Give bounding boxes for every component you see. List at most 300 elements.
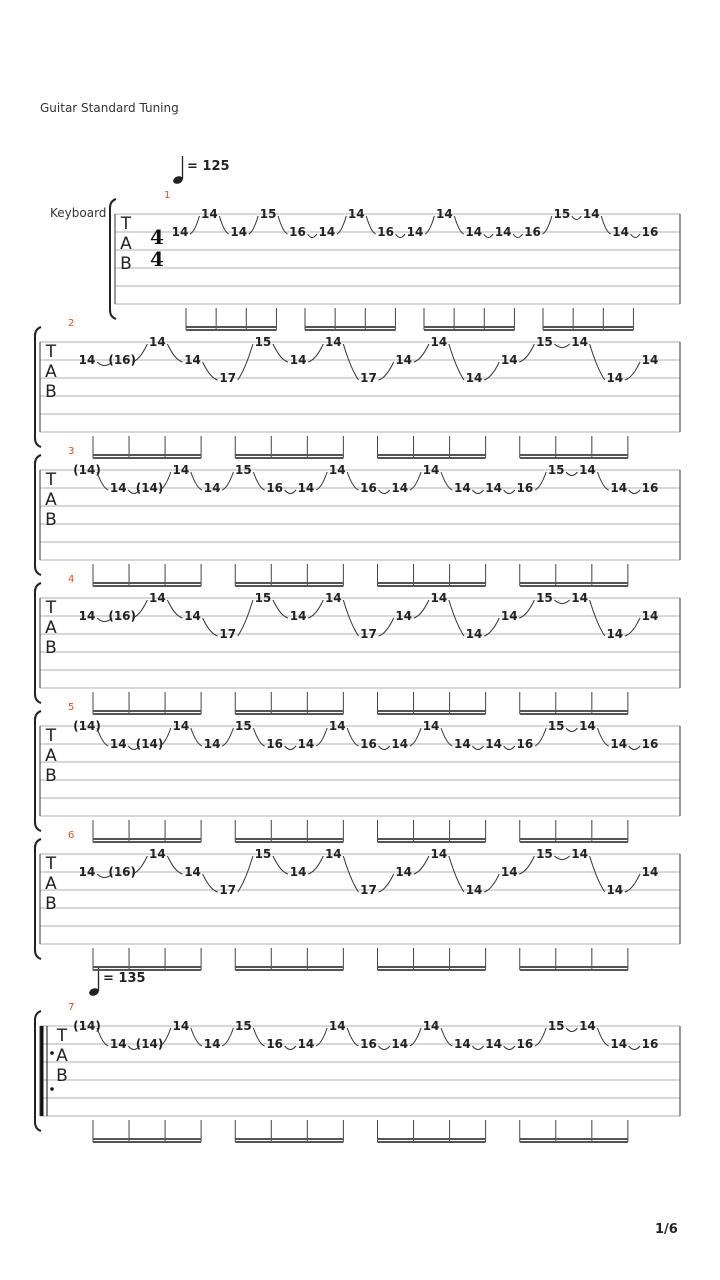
fret-number: 15 (536, 335, 553, 349)
fret-number: 14 (149, 335, 166, 349)
fret-number: 16 (524, 225, 541, 239)
tuning-label: Guitar Standard Tuning (40, 101, 179, 115)
slur (425, 216, 434, 234)
slur (273, 344, 288, 362)
slur (625, 618, 640, 636)
tab-clef-letter: T (45, 342, 57, 362)
tab-clef-letter: B (45, 894, 57, 914)
fret-number: (14) (73, 719, 101, 733)
fret-number: 14 (465, 883, 483, 897)
beam (93, 966, 201, 968)
fret-number: 14 (324, 847, 342, 861)
tab-clef-letter: T (45, 854, 57, 874)
fret-number: 16 (641, 481, 659, 495)
slur (625, 874, 640, 892)
slur (347, 728, 358, 746)
fret-number: 15 (259, 207, 277, 221)
slur (222, 728, 233, 746)
slur (203, 618, 218, 636)
fret-number: 14 (184, 353, 201, 367)
fret-number: 14 (641, 353, 659, 367)
tab-clef-letter: A (45, 362, 57, 382)
fret-number: 16 (266, 737, 284, 751)
fret-number: 15 (235, 463, 252, 477)
page-number: 1/6 (655, 1222, 678, 1237)
slur (554, 856, 569, 860)
slur (472, 490, 483, 494)
tab-clef-letter: T (45, 470, 57, 490)
fret-number: 14 (149, 847, 166, 861)
slur (472, 1046, 483, 1050)
fret-number: 14 (494, 225, 512, 239)
tempo-mark (88, 968, 145, 997)
fret-number: 14 (172, 463, 190, 477)
fret-number: 14 (406, 225, 424, 239)
slur (219, 216, 228, 234)
fret-number: 14 (391, 1037, 409, 1051)
fret-number: 14 (391, 737, 409, 751)
slur (191, 728, 202, 746)
fret-number: 14 (610, 1037, 628, 1051)
beam (235, 454, 343, 456)
tab-clef-letter: B (45, 510, 57, 530)
bar-number: 2 (68, 318, 75, 329)
slur (519, 344, 534, 362)
beam (235, 585, 343, 587)
slur (449, 344, 464, 380)
slur (285, 746, 296, 750)
slur (278, 216, 287, 234)
slur (410, 1028, 421, 1046)
fret-number: 14 (289, 353, 307, 367)
beam (93, 457, 201, 459)
tempo-mark (172, 156, 229, 185)
beam (543, 329, 633, 331)
beam (378, 841, 486, 843)
slur (535, 1028, 546, 1046)
slur (535, 728, 546, 746)
fret-number: 16 (360, 481, 377, 495)
fret-number: 14 (395, 609, 413, 623)
beam (520, 582, 628, 584)
beam (235, 966, 343, 968)
slur (285, 490, 296, 494)
tab-clef-letter: B (120, 254, 132, 274)
fret-number: 14 (203, 481, 221, 495)
fret-number: 14 (318, 225, 336, 239)
beam (93, 838, 201, 840)
fret-number: 14 (465, 627, 483, 641)
time-sig-numerator: 4 (150, 225, 164, 249)
fret-number: 14 (149, 591, 166, 605)
fret-number: 14 (203, 737, 221, 751)
tab-system (35, 702, 680, 843)
tab-clef-letter: T (45, 598, 57, 618)
beam (378, 454, 486, 456)
bar-number: 7 (68, 1002, 75, 1013)
slur (410, 728, 421, 746)
fret-number: 15 (536, 591, 553, 605)
slur (504, 746, 515, 750)
beam (520, 1141, 628, 1143)
fret-number: 16 (266, 481, 284, 495)
fret-number: 14 (453, 1037, 471, 1051)
beam (378, 1141, 486, 1143)
slur (396, 234, 405, 238)
beam (235, 969, 343, 971)
beam (93, 1141, 201, 1143)
time-sig-denominator: 4 (150, 247, 164, 271)
beam (543, 326, 633, 328)
slur (379, 490, 390, 494)
slur (316, 472, 327, 490)
slur (343, 856, 358, 892)
slur (222, 1028, 233, 1046)
fret-number: 14 (430, 847, 448, 861)
fret-number: (14) (135, 1037, 164, 1051)
fret-number: 14 (579, 1019, 596, 1033)
fret-number: 14 (500, 865, 518, 879)
slur (601, 216, 610, 234)
slur (441, 1028, 452, 1046)
slur (504, 490, 515, 494)
tab-system (35, 1002, 680, 1143)
beam (235, 1141, 343, 1143)
fret-number: 14 (641, 609, 659, 623)
beam (305, 326, 395, 328)
slur (566, 472, 577, 476)
beam (235, 582, 343, 584)
tab-clef-letter: A (45, 874, 57, 894)
fret-number: 14 (579, 463, 596, 477)
tab-clef-letter: B (45, 766, 57, 786)
fret-number: 14 (606, 371, 624, 385)
beam (378, 1138, 486, 1140)
bar-number: 3 (68, 446, 75, 457)
fret-number: 16 (289, 225, 306, 239)
slur (597, 728, 608, 746)
tab-system (35, 830, 680, 971)
fret-number: 14 (347, 207, 365, 221)
fret-number: 16 (641, 737, 659, 751)
fret-number: 14 (328, 463, 346, 477)
fret-number: 16 (641, 1037, 659, 1051)
fret-number: 14 (78, 865, 96, 879)
slur (484, 234, 493, 238)
fret-number: 15 (254, 847, 272, 861)
fret-number: 14 (485, 1037, 502, 1051)
tab-clef-letter: A (45, 618, 57, 638)
beam (93, 841, 201, 843)
beam (520, 966, 628, 968)
beam (520, 585, 628, 587)
fret-number: 14 (78, 609, 96, 623)
tab-clef-letter: B (45, 638, 57, 658)
slur (238, 344, 253, 380)
fret-number: 17 (360, 627, 377, 641)
slur (203, 874, 218, 892)
fret-number: 14 (171, 225, 189, 239)
fret-number: 14 (610, 737, 628, 751)
slur (504, 1046, 515, 1050)
beam (378, 457, 486, 459)
slur (554, 344, 569, 348)
slur (316, 1028, 327, 1046)
beam (520, 969, 628, 971)
fret-number: 14 (430, 335, 448, 349)
fret-number: 14 (172, 719, 190, 733)
fret-number: 14 (641, 865, 659, 879)
fret-number: 14 (297, 481, 315, 495)
fret-number: 16 (641, 225, 659, 239)
fret-number: (14) (73, 463, 101, 477)
fret-number: 14 (172, 1019, 190, 1033)
fret-number: 16 (360, 1037, 377, 1051)
beam (305, 329, 395, 331)
fret-number: 14 (500, 609, 518, 623)
slur (343, 600, 358, 636)
fret-number: 16 (516, 481, 534, 495)
fret-number: 14 (500, 353, 518, 367)
fret-number: 14 (422, 463, 440, 477)
fret-number: 15 (547, 719, 565, 733)
fret-number: 15 (536, 847, 553, 861)
fret-number: 17 (360, 371, 377, 385)
fret-number: 14 (289, 865, 307, 879)
tab-clef-letter: B (56, 1066, 68, 1086)
slur (337, 216, 346, 234)
fret-number: 14 (582, 207, 600, 221)
fret-number: 17 (360, 883, 377, 897)
fret-number: 17 (219, 627, 237, 641)
slur (414, 856, 429, 874)
slur (273, 856, 288, 874)
beam (520, 710, 628, 712)
beam (520, 1138, 628, 1140)
fret-number: 15 (254, 591, 272, 605)
slur (316, 728, 327, 746)
beam (93, 585, 201, 587)
tab-clef-letter: A (56, 1046, 68, 1066)
slur (572, 216, 581, 220)
fret-number: 16 (377, 225, 394, 239)
fret-number: 14 (395, 865, 413, 879)
fret-number: 14 (571, 591, 588, 605)
slur (590, 344, 605, 380)
beam (520, 841, 628, 843)
tab-clef-letter: A (45, 746, 57, 766)
beam (378, 713, 486, 715)
slur (238, 856, 253, 892)
slur (167, 856, 182, 874)
beam (378, 969, 486, 971)
fret-number: (16) (108, 865, 137, 879)
slur (631, 234, 640, 238)
fret-number: (14) (135, 481, 164, 495)
beam (235, 838, 343, 840)
slur (191, 1028, 202, 1046)
fret-number: (16) (108, 609, 137, 623)
slur (535, 472, 546, 490)
fret-number: 14 (324, 591, 342, 605)
slur (441, 728, 452, 746)
tab-clef-letter: A (45, 490, 57, 510)
fret-number: 14 (430, 591, 448, 605)
fret-number: 14 (395, 353, 413, 367)
beam (93, 454, 201, 456)
slur (379, 746, 390, 750)
slur (566, 728, 577, 732)
fret-number: 14 (391, 481, 409, 495)
slur (566, 1028, 577, 1032)
slur (238, 600, 253, 636)
slur (414, 600, 429, 618)
slur (253, 1028, 264, 1046)
slur (414, 344, 429, 362)
fret-number: 14 (184, 865, 201, 879)
beam (520, 838, 628, 840)
fret-number: (14) (135, 737, 164, 751)
fret-number: 14 (422, 719, 440, 733)
tempo-label: = 135 (103, 971, 146, 986)
fret-number: 14 (571, 847, 588, 861)
repeat-dot (50, 1087, 54, 1091)
beam (378, 710, 486, 712)
slur (519, 856, 534, 874)
fret-number: 15 (553, 207, 571, 221)
tab-clef-letter: T (120, 214, 132, 234)
fret-number: 14 (184, 609, 201, 623)
beam (93, 969, 201, 971)
bar-number: 6 (68, 830, 75, 841)
slur (222, 472, 233, 490)
slur (590, 600, 605, 636)
fret-number: 16 (266, 1037, 284, 1051)
slur (191, 472, 202, 490)
slur (379, 362, 394, 380)
slur (190, 216, 199, 234)
beam (378, 966, 486, 968)
slur (343, 344, 358, 380)
slur (366, 216, 375, 234)
beam (378, 838, 486, 840)
beam (424, 326, 514, 328)
slur (629, 1046, 640, 1050)
slur (472, 746, 483, 750)
tab-system (35, 574, 680, 715)
fret-number: 15 (235, 1019, 252, 1033)
fret-number: 14 (453, 737, 471, 751)
slur (273, 600, 288, 618)
slur (379, 874, 394, 892)
slur (629, 490, 640, 494)
fret-number: 17 (219, 883, 237, 897)
beam (186, 326, 276, 328)
fret-number: 16 (360, 737, 377, 751)
beam (235, 713, 343, 715)
fret-number: 14 (289, 609, 307, 623)
slur (379, 618, 394, 636)
slur (167, 600, 182, 618)
tab-system (35, 446, 680, 587)
beam (378, 582, 486, 584)
instrument-label: Keyboard (50, 206, 107, 220)
slur (347, 472, 358, 490)
beam (93, 582, 201, 584)
fret-number: 14 (230, 225, 248, 239)
fret-number: 14 (203, 1037, 221, 1051)
slur (449, 856, 464, 892)
beam (378, 585, 486, 587)
slur (308, 856, 323, 874)
beam (93, 710, 201, 712)
fret-number: 14 (109, 737, 127, 751)
slur (543, 216, 552, 234)
fret-number: 15 (235, 719, 252, 733)
bar-number: 1 (164, 190, 171, 201)
beam (93, 1138, 201, 1140)
fret-number: 14 (324, 335, 342, 349)
slur (625, 362, 640, 380)
beam (520, 457, 628, 459)
fret-number: 14 (297, 737, 315, 751)
repeat-dot (50, 1051, 54, 1055)
tab-clef-letter: T (45, 726, 57, 746)
slur (308, 344, 323, 362)
fret-number: 14 (436, 207, 453, 221)
beam (520, 713, 628, 715)
fret-number: 15 (547, 1019, 565, 1033)
slur (449, 600, 464, 636)
beam (186, 329, 276, 331)
slur (308, 234, 317, 238)
fret-number: 16 (516, 1037, 534, 1051)
slur (597, 1028, 608, 1046)
fret-number: 14 (328, 719, 346, 733)
bar-number: 5 (68, 702, 75, 713)
fret-number: 14 (422, 1019, 440, 1033)
fret-number: 15 (547, 463, 565, 477)
slur (484, 874, 499, 892)
fret-number: 14 (465, 225, 483, 239)
slur (454, 216, 463, 234)
beam (235, 457, 343, 459)
fret-number: 14 (606, 627, 624, 641)
fret-number: 14 (78, 353, 96, 367)
slur (484, 618, 499, 636)
slur (379, 1046, 390, 1050)
fret-number: 14 (109, 481, 127, 495)
tempo-label: = 125 (187, 159, 230, 174)
slur (249, 216, 258, 234)
fret-number: 14 (610, 481, 628, 495)
slur (629, 746, 640, 750)
fret-number: 14 (606, 883, 624, 897)
fret-number: 14 (485, 737, 502, 751)
beam (424, 329, 514, 331)
fret-number: 14 (579, 719, 596, 733)
slur (253, 728, 264, 746)
fret-number: 14 (201, 207, 218, 221)
slur (410, 472, 421, 490)
beam (520, 454, 628, 456)
beam (235, 1138, 343, 1140)
fret-number: 17 (219, 371, 237, 385)
slur (203, 362, 218, 380)
fret-number: 14 (465, 371, 483, 385)
fret-number: 15 (254, 335, 272, 349)
tab-system (50, 190, 680, 331)
